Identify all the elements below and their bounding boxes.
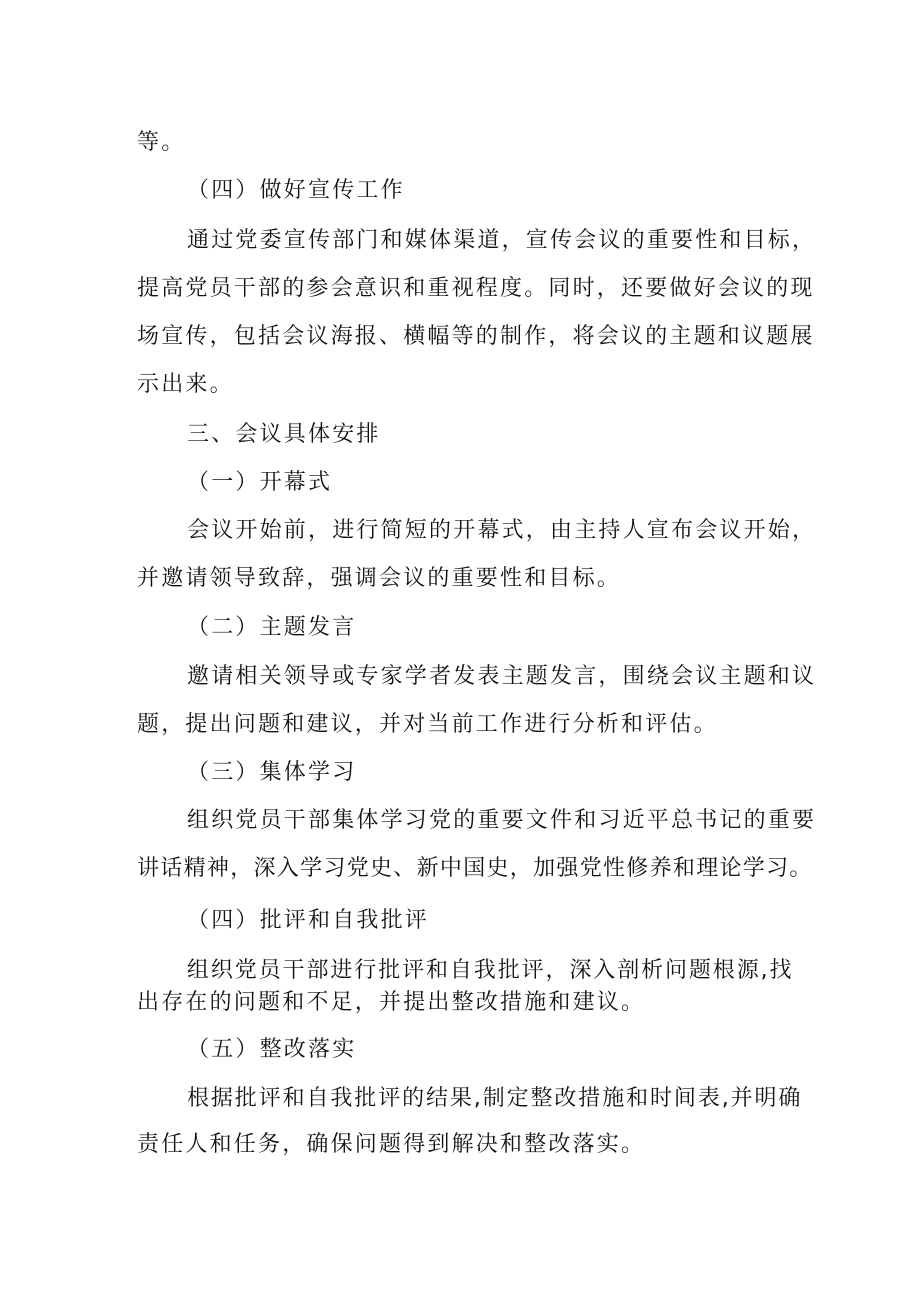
paragraph-line: 题，提出问题和建议，并对当前工作进行分析和评估。: [137, 712, 718, 737]
paragraph-line: 示出来。: [137, 372, 234, 397]
subheading-study: （三）集体学习: [187, 760, 357, 785]
paragraph-line: 场宣传，包括会议海报、横幅等的制作，将会议的主题和议题展: [137, 324, 815, 349]
subheading-rectification: （五）整改落实: [187, 1037, 357, 1062]
paragraph-line: 会议开始前，进行简短的开幕式，由主持人宣布会议开始，: [187, 518, 817, 543]
paragraph-line: 责任人和任务，确保问题得到解决和整改落实。: [137, 1132, 646, 1157]
subheading-criticism: （四）批评和自我批评: [187, 908, 430, 933]
paragraph-line: 邀请相关领导或专家学者发表主题发言，围绕会议主题和议: [187, 664, 817, 689]
section-heading: 三、会议具体安排: [187, 422, 381, 447]
paragraph-line: 讲话精神，深入学习党史、新中国史，加强党性修养和理论学习。: [137, 856, 813, 881]
paragraph-line: 提高党员干部的参会意识和重视程度。同时，还要做好会议的现: [137, 276, 815, 301]
paragraph-line: 出存在的问题和不足，并提出整改措施和建议。: [137, 990, 646, 1015]
subheading-keynote: （二）主题发言: [187, 615, 357, 640]
paragraph-continuation: 等。: [137, 130, 186, 155]
subheading-opening: （一）开幕式: [187, 470, 333, 495]
paragraph-line: 根据批评和自我批评的结果,制定整改措施和时间表,并明确: [187, 1086, 803, 1111]
subheading-publicity: （四）做好宣传工作: [187, 178, 405, 203]
paragraph-line: 通过党委宣传部门和媒体渠道，宣传会议的重要性和目标，: [187, 228, 817, 253]
paragraph-line: 并邀请领导致辞，强调会议的重要性和目标。: [137, 566, 622, 591]
paragraph-line: 组织党员干部集体学习党的重要文件和习近平总书记的重要: [187, 808, 817, 833]
paragraph-line: 组织党员干部进行批评和自我批评，深入剖析问题根源,找: [187, 958, 794, 983]
